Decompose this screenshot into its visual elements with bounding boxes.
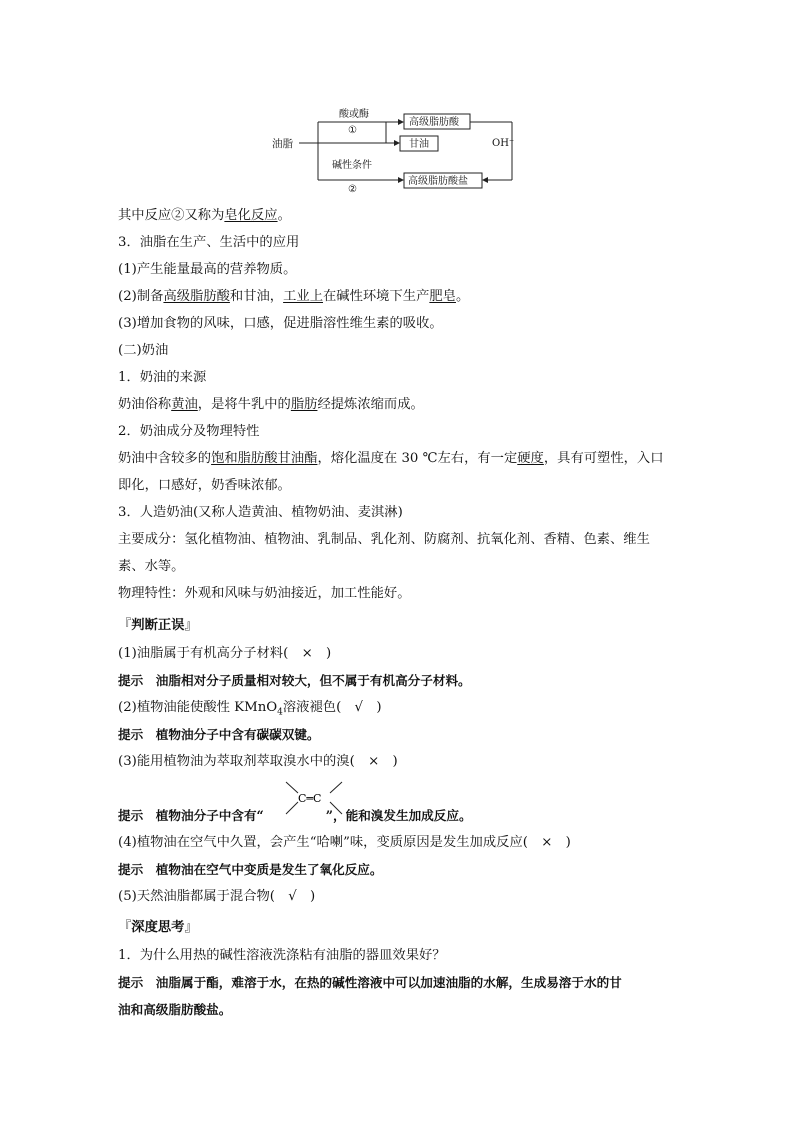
judge-item-5: (5)天然油脂都属于混合物( √ ): [118, 889, 316, 904]
text: 。: [455, 289, 470, 304]
text: 提示 植物油分子中含有“: [118, 808, 264, 823]
judge-hint-4: 提示 植物油在空气中变质是发生了氧化反应。: [118, 862, 383, 877]
text: 。: [277, 208, 291, 223]
underlined-term: 高级脂肪酸: [163, 289, 230, 304]
deep-hint-1: 提示 油脂属于酯，难溶于水，在热的碱性溶液中可以加速油脂的水解，生成易溶于水的甘: [118, 975, 622, 990]
section-butter: (二)奶油: [118, 343, 169, 358]
judge-item-3: (3)能用植物油为萃取剂萃取溴水中的溴( × ): [118, 754, 398, 769]
bond-upper-left: [286, 782, 298, 793]
heading-applications: 3．油脂在生产、生活中的应用: [118, 235, 300, 250]
deep-title: [118, 916, 198, 935]
underlined-term: 饱和脂肪酸甘油酯: [211, 451, 318, 466]
diagram-upper-num: ①: [348, 125, 357, 136]
diagram-upper-arrowhead: [398, 119, 404, 125]
judge-hint-1: 提示 油脂相对分子质量相对较大，但不属于有机高分子材料。: [118, 673, 471, 688]
text: 其中反应②又称为: [118, 208, 225, 223]
underlined-term: 工业上: [283, 289, 323, 304]
butter-properties-cont: 即化，口感好，奶香味浓郁。: [118, 478, 291, 493]
diagram-oh-label: OH⁻: [492, 138, 515, 149]
judge-item-2: [118, 698, 382, 723]
application-2: [118, 287, 469, 307]
deep-question-1: 1．为什么用热的碱性溶液洗涤粘有油脂的器皿效果好？: [118, 948, 446, 963]
text: 经提炼浓缩而成。: [317, 397, 424, 412]
underlined-term: 黄油: [171, 397, 198, 412]
bracket-close-icon: 』: [184, 618, 198, 633]
para-saponification: [118, 206, 291, 226]
diagram-mid-arrowhead: [394, 140, 400, 146]
heading-margarine: 3．人造奶油(又称人造黄油、植物奶油、麦淇淋): [118, 505, 403, 520]
application-1: (1)产生能量最高的营养物质。: [118, 262, 297, 277]
butter-source: [118, 395, 424, 415]
butter-properties: [118, 449, 664, 469]
bracket-open-icon: 『: [118, 618, 132, 633]
product-fatty-acid-salt: 高级脂肪酸盐: [408, 176, 468, 187]
judge-item-4: (4)植物油在空气中久置，会产生“哈喇”味，变质原因是发生加成反应( × ): [118, 835, 571, 850]
margarine-properties: 物理特性：外观和风味与奶油接近，加工性能好。: [118, 586, 411, 601]
underlined-term: 硬度: [517, 451, 544, 466]
text: ”，能和溴发生加成反应。: [325, 808, 472, 823]
text: ，是将牛乳中的: [197, 397, 291, 412]
diagram-loop-arrowhead: [482, 177, 488, 183]
heading-butter-source: 1．奶油的来源: [118, 370, 207, 385]
judge-hint-3: [118, 806, 472, 826]
diagram-lower-arrowhead: [398, 177, 404, 183]
deep-title-text: 深度思考: [131, 920, 185, 935]
diagram-lower-condition: 碱性条件: [332, 160, 372, 171]
text: 和甘油，: [229, 289, 284, 304]
text: ，具有可塑性，入口: [543, 451, 664, 466]
underlined-term: 脂肪: [290, 397, 318, 412]
subscript: 4: [277, 707, 283, 718]
text: 奶油俗称: [118, 397, 172, 412]
text: 奶油中含较多的: [118, 451, 212, 466]
application-3: (3)增加食物的风味，口感，促进脂溶性维生素的吸收。: [118, 316, 443, 331]
cc-label: C═C: [298, 792, 322, 805]
judge-title: [118, 614, 198, 633]
judge-title-text: 判断正误: [131, 618, 185, 633]
bond-upper-right: [330, 782, 342, 793]
judge-hint-2: 提示 植物油分子中含有碳碳双键。: [118, 727, 320, 742]
text: 溶液褪色( √ ): [282, 700, 382, 715]
bracket-open-icon: 『: [118, 920, 132, 935]
judge-item-1: (1)油脂属于有机高分子材料( × ): [118, 646, 332, 661]
product-fatty-acid: 高级脂肪酸: [409, 117, 459, 128]
diagram-source: 油脂: [272, 138, 293, 150]
text: (2)植物油能使酸性 KMnO: [118, 700, 278, 715]
bracket-close-icon: 』: [184, 920, 198, 935]
product-glycerol: 甘油: [409, 139, 429, 150]
saponification-diagram: [266, 96, 526, 196]
text: 在碱性环境下生产: [323, 289, 430, 304]
margarine-ingredients: 主要成分：氢化植物油、植物油、乳制品、乳化剂、防腐剂、抗氧化剂、香精、色素、维生: [118, 532, 650, 547]
heading-butter-properties: 2．奶油成分及物理特性: [118, 424, 260, 439]
underlined-term: 肥皂: [429, 289, 456, 304]
underlined-term: 皂化反应: [224, 208, 278, 223]
text: (2)制备: [118, 289, 164, 304]
diagram-upper-condition: 酸或酶: [339, 109, 369, 120]
deep-hint-1-cont: 油和高级脂肪酸盐。: [118, 1002, 232, 1017]
diagram-lower-num: ②: [348, 184, 357, 195]
text: ，熔化温度在 30 ℃左右，有一定: [317, 451, 518, 466]
margarine-ingredients-cont: 素、水等。: [118, 559, 185, 574]
